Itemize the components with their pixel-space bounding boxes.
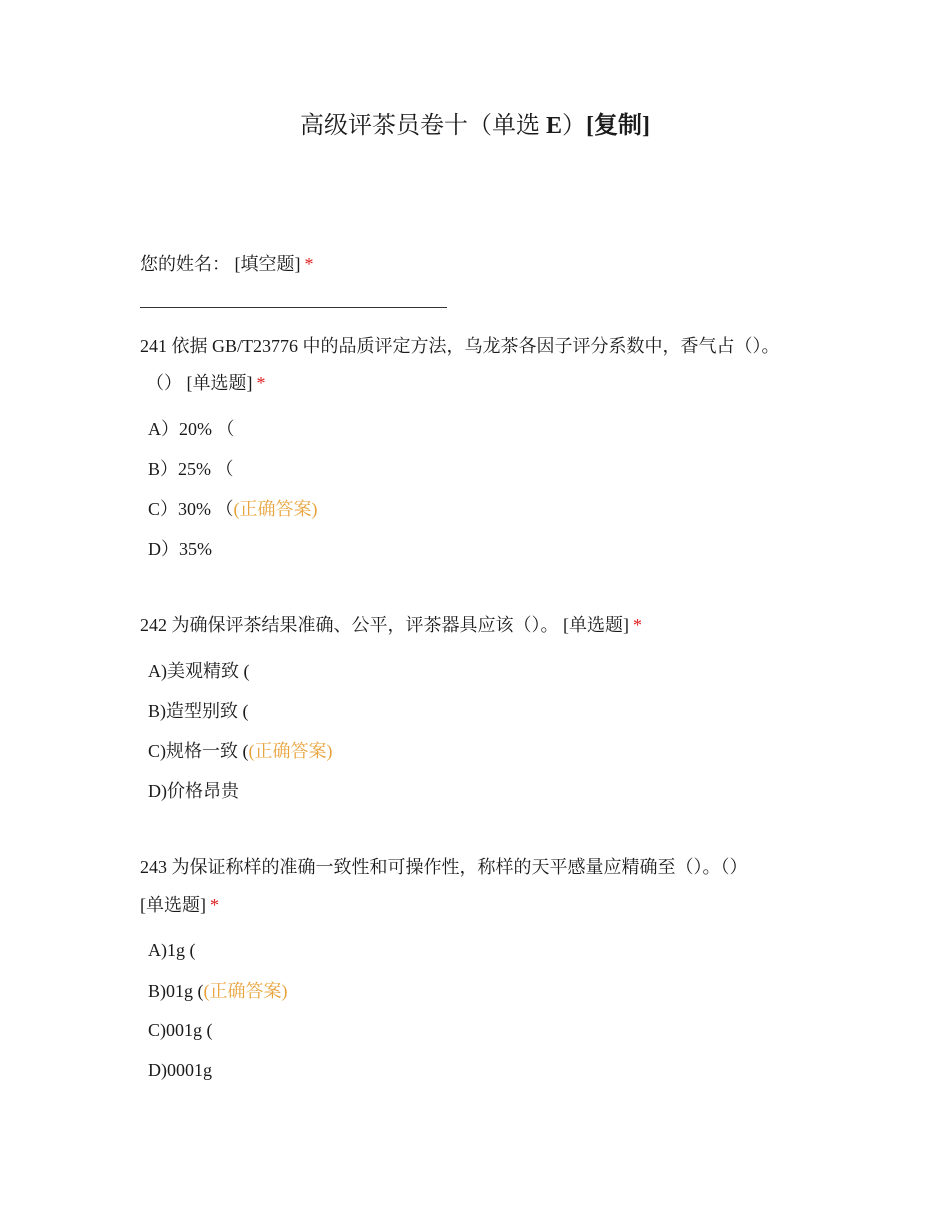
name-field-label: 您的姓名：	[140, 254, 230, 274]
option-text: A)1g (	[148, 940, 196, 960]
option-text: C)规格一致 (	[148, 741, 249, 761]
option-text: B)造型别致 (	[148, 701, 249, 721]
option-text: A)美观精致 (	[148, 661, 250, 681]
correct-answer-label: (正确答案)	[233, 499, 318, 519]
option-243-a[interactable]	[148, 937, 196, 963]
question-type-tag: [单选题]	[140, 895, 206, 915]
question-242-text	[140, 612, 642, 638]
required-mark: *	[210, 895, 219, 915]
option-text: B)01g (	[148, 981, 204, 1001]
option-243-c[interactable]	[148, 1017, 213, 1043]
title-copy-tag: [复制]	[586, 113, 650, 139]
option-text: B）25% （	[148, 459, 234, 479]
question-243-text	[140, 854, 748, 880]
option-text: D)价格昂贵	[148, 781, 239, 801]
question-241-tag-row	[146, 370, 266, 396]
option-text: C）30% （	[148, 499, 234, 519]
question-text: 243 为保证称样的准确一致性和可操作性，称样的天平感量应精确至（）。（）	[140, 857, 748, 877]
option-241-c[interactable]	[148, 496, 318, 522]
required-mark: *	[256, 373, 266, 393]
question-text: 241 依据 GB/T23776 中的品质评定方法，乌龙茶各因子评分系数中，香气占（）。	[140, 336, 780, 356]
name-field-type-tag: [填空题]	[234, 254, 301, 274]
question-type-tag: [单选题]	[186, 373, 253, 393]
required-mark: *	[304, 254, 314, 274]
title-letter: E	[546, 113, 563, 139]
option-242-c[interactable]	[148, 738, 333, 764]
option-242-a[interactable]	[148, 658, 250, 684]
question-241-text	[140, 333, 780, 359]
option-242-d[interactable]	[148, 778, 239, 804]
option-241-d[interactable]	[148, 536, 212, 562]
name-field-label-row	[140, 251, 314, 277]
required-mark: *	[633, 615, 642, 635]
question-type-tag: [单选题]	[563, 615, 629, 635]
option-243-b[interactable]	[148, 978, 288, 1004]
title-text: 高级评茶员卷十（单选	[300, 113, 546, 139]
name-input-blank[interactable]	[140, 307, 447, 308]
option-text: D)0001g	[148, 1060, 212, 1080]
title-close-paren: ）	[562, 113, 587, 139]
option-241-b[interactable]	[148, 456, 234, 482]
question-paren: （）	[146, 373, 182, 393]
option-text: C)001g (	[148, 1020, 213, 1040]
correct-answer-label: (正确答案)	[203, 981, 288, 1001]
option-241-a[interactable]	[148, 416, 235, 442]
page-title	[0, 108, 950, 144]
option-242-b[interactable]	[148, 698, 249, 724]
correct-answer-label: (正确答案)	[248, 741, 333, 761]
question-243-tag-row	[140, 892, 219, 918]
option-text: A）20% （	[148, 419, 235, 439]
question-text: 242 为确保评茶结果准确、公平，评茶器具应该（）。	[140, 615, 559, 635]
option-243-d[interactable]	[148, 1057, 212, 1083]
option-text: D）35%	[148, 539, 212, 559]
